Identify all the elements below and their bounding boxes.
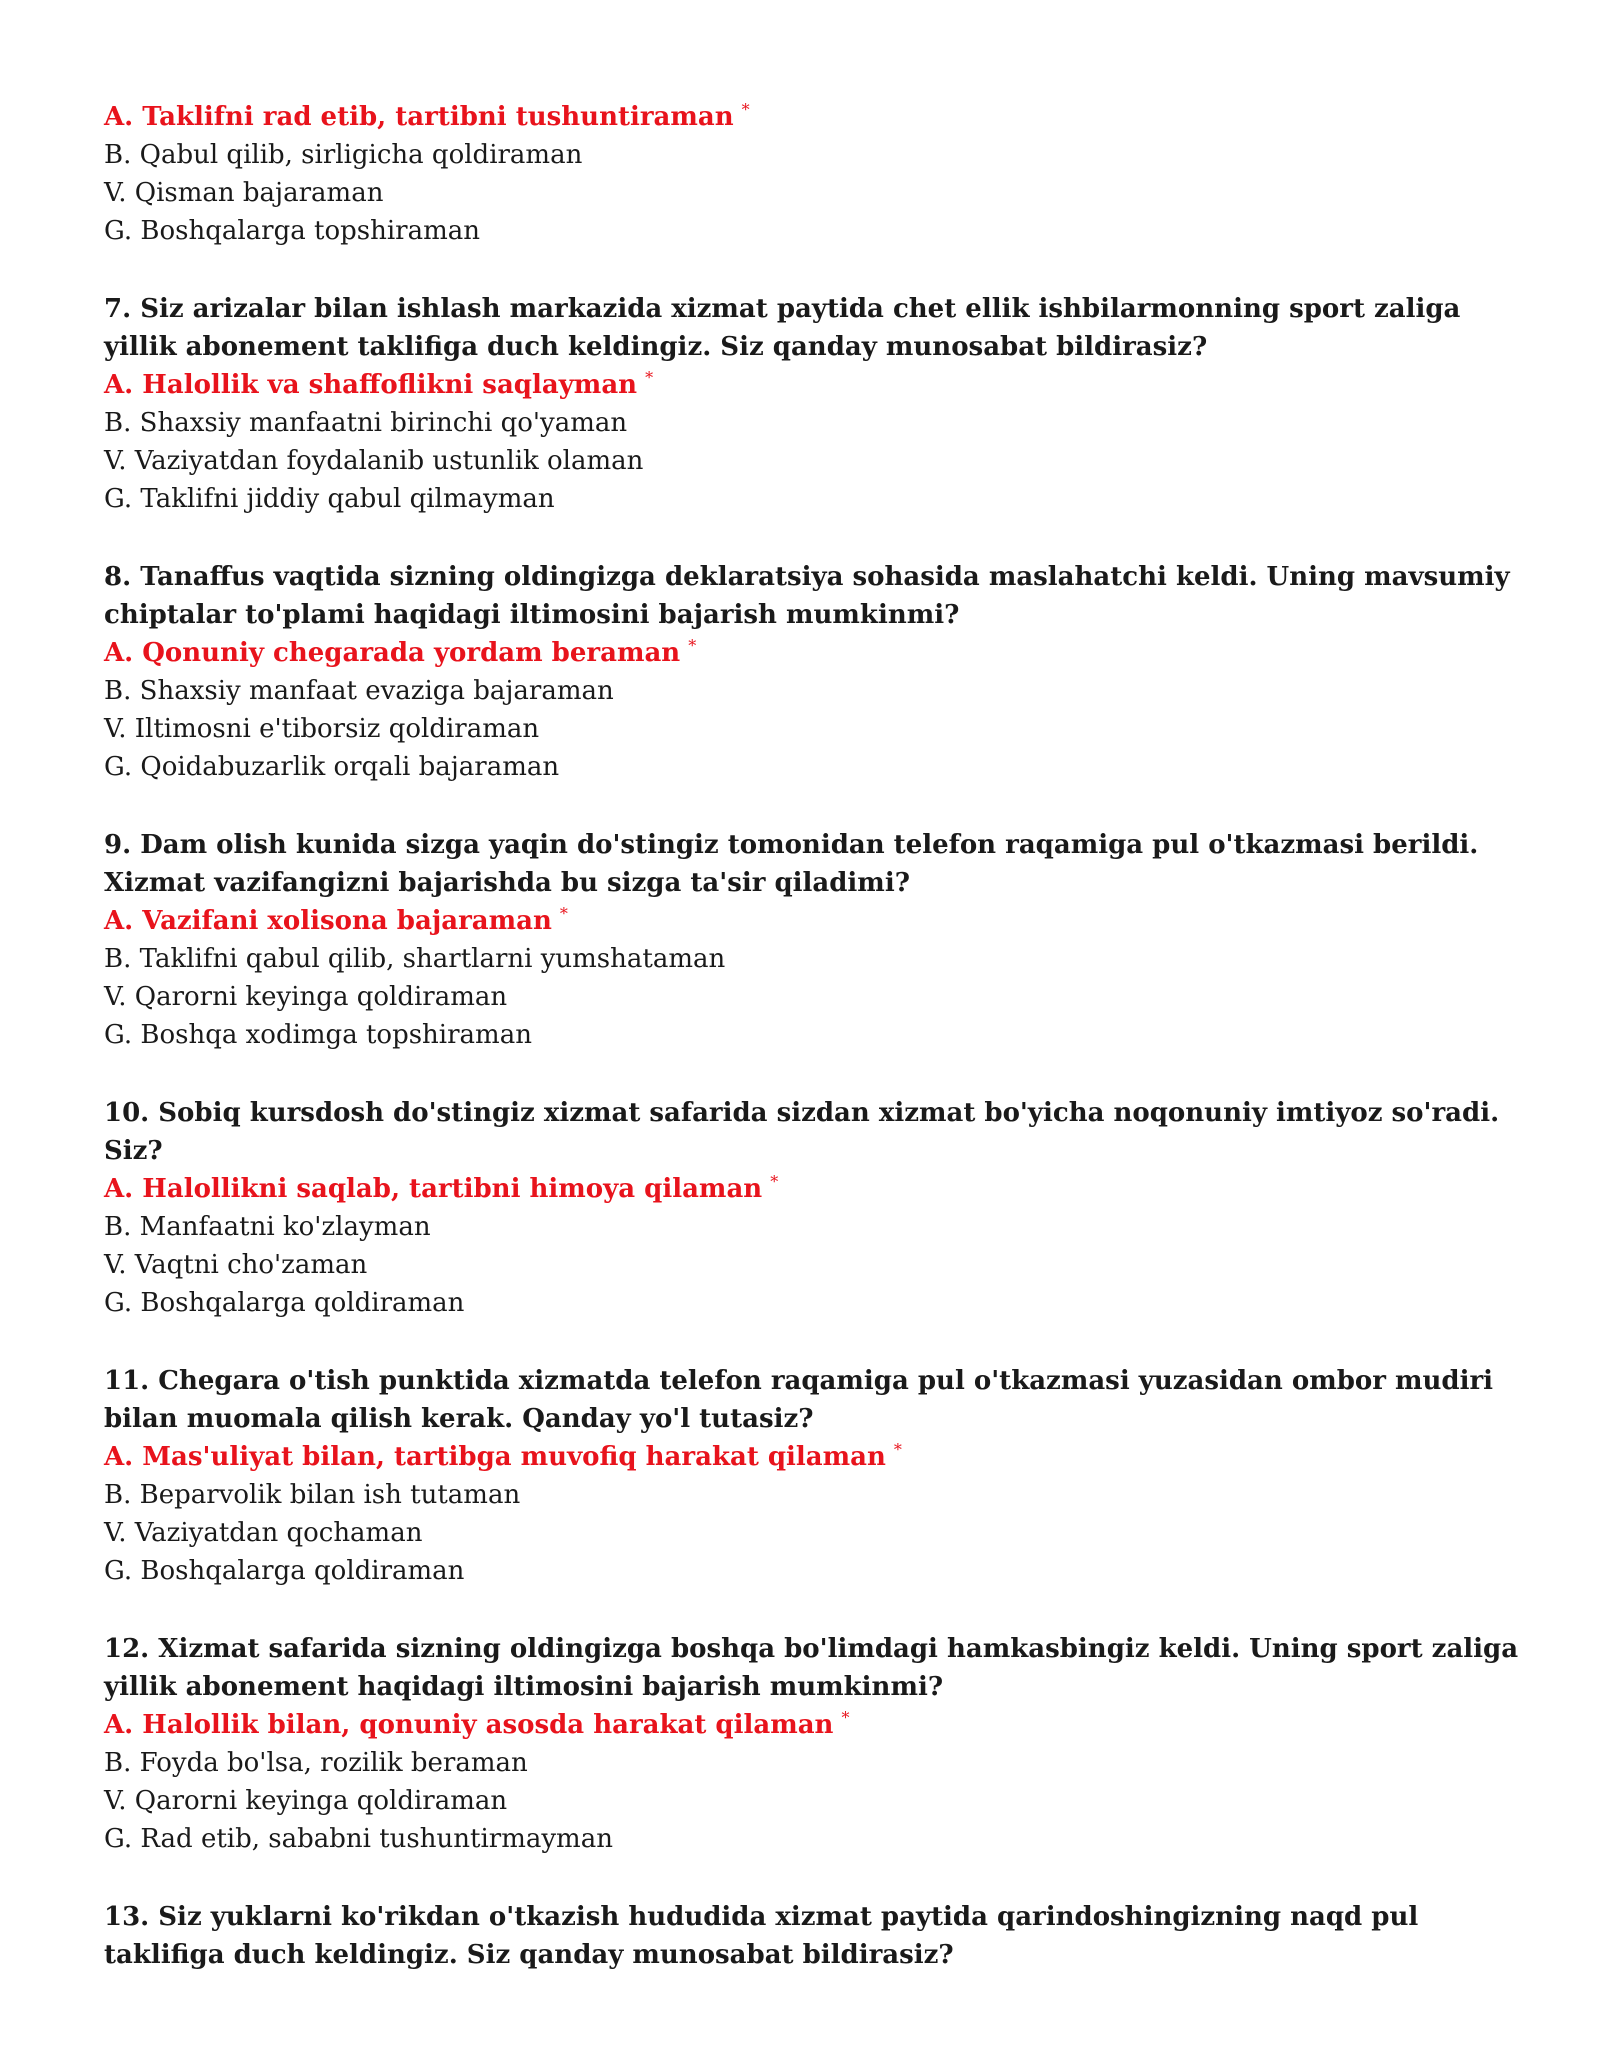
answer-option: V. Qarorni keyinga qoldiraman [104, 982, 508, 1012]
answer-option: B. Manfaatni ko'zlayman [104, 1212, 431, 1242]
correct-marker: * [893, 1440, 902, 1460]
correct-marker: * [645, 368, 654, 388]
correct-answer: A. Halollikni saqlab, tartibni himoya qilaman * [104, 1172, 779, 1204]
answer-option: G. Taklifni jiddiy qabul qilmayman [104, 484, 555, 514]
question-block [104, 1630, 1524, 1858]
question-block [104, 826, 1524, 1054]
answer-option: G. Boshqalarga qoldiraman [104, 1288, 465, 1318]
correct-answer: A. Taklifni rad etib, tartibni tushuntiraman * [104, 100, 750, 132]
question-block [104, 558, 1524, 786]
answer-option: V. Qarorni keyinga qoldiraman [104, 1786, 508, 1816]
question-block [104, 98, 1524, 250]
answer-option: B. Beparvolik bilan ish tutaman [104, 1480, 521, 1510]
answer-option: G. Rad etib, sababni tushuntirmayman [104, 1824, 613, 1854]
question-text: 13. Siz yuklarni ko'rikdan o'tkazish hududida xizmat paytida qarindoshingizning naqd pul taklifiga duch keldingiz. Siz qanday munosabat bildirasiz? [104, 1902, 1419, 1970]
correct-answer: A. Qonuniy chegarada yordam beraman * [104, 636, 697, 668]
question-block [104, 1362, 1524, 1590]
answer-option: G. Qoidabuzarlik orqali bajaraman [104, 752, 560, 782]
question-block [104, 1898, 1524, 1974]
answer-option: G. Boshqalarga qoldiraman [104, 1556, 465, 1586]
correct-answer: A. Halollik bilan, qonuniy asosda harakat qilaman * [104, 1708, 850, 1740]
correct-answer: A. Halollik va shaffoflikni saqlayman * [104, 368, 654, 400]
answer-option: G. Boshqa xodimga topshiraman [104, 1020, 532, 1050]
quiz-document [104, 98, 1524, 2014]
question-text: 11. Chegara o'tish punktida xizmatda telefon raqamiga pul o'tkazmasi yuzasidan ombor mudiri bilan muomala qilish kerak. Qanday yo'l tutasiz? [104, 1366, 1494, 1434]
question-text: 9. Dam olish kunida sizga yaqin do'stingiz tomonidan telefon raqamiga pul o'tkazmasi berildi. Xizmat vazifangizni bajarishda bu sizga ta'sir qiladimi? [104, 830, 1479, 898]
answer-option: V. Qisman bajaraman [104, 178, 384, 208]
question-text: 10. Sobiq kursdosh do'stingiz xizmat safarida sizdan xizmat bo'yicha noqonuniy imtiyoz so'radi. Siz? [104, 1098, 1500, 1166]
answer-option: V. Vaziyatdan qochaman [104, 1518, 423, 1548]
question-text: 12. Xizmat safarida sizning oldingizga boshqa bo'limdagi hamkasbingiz keldi. Uning sport zaliga yillik abonement haqidagi iltimosini bajarish mumkinmi? [104, 1634, 1519, 1702]
answer-option: B. Shaxsiy manfaatni birinchi qo'yaman [104, 408, 628, 438]
correct-answer: A. Mas'uliyat bilan, tartibga muvofiq harakat qilaman * [104, 1440, 902, 1472]
answer-option: B. Shaxsiy manfaat evaziga bajaraman [104, 676, 614, 706]
answer-option: V. Iltimosni e'tiborsiz qoldiraman [104, 714, 540, 744]
correct-marker: * [841, 1708, 850, 1728]
answer-option: B. Foyda bo'lsa, rozilik beraman [104, 1748, 528, 1778]
question-block [104, 290, 1524, 518]
question-text: 7. Siz arizalar bilan ishlash markazida xizmat paytida chet ellik ishbilarmonning sport zaliga yillik abonement taklifiga duch keldingiz. Siz qanday munosabat bildirasiz? [104, 294, 1461, 362]
correct-answer: A. Vazifani xolisona bajaraman * [104, 904, 568, 936]
correct-marker: * [688, 636, 697, 656]
question-text: 8. Tanaffus vaqtida sizning oldingizga deklaratsiya sohasida maslahatchi keldi. Uning mavsumiy chiptalar to'plami haqidagi iltimosini bajarish mumkinmi? [104, 562, 1510, 630]
correct-marker: * [770, 1172, 779, 1192]
correct-marker: * [741, 100, 750, 120]
answer-option: V. Vaziyatdan foydalanib ustunlik olaman [104, 446, 644, 476]
answer-option: V. Vaqtni cho'zaman [104, 1250, 368, 1280]
correct-marker: * [559, 904, 568, 924]
answer-option: B. Taklifni qabul qilib, shartlarni yumshataman [104, 944, 726, 974]
question-block [104, 1094, 1524, 1322]
answer-option: G. Boshqalarga topshiraman [104, 216, 480, 246]
answer-option: B. Qabul qilib, sirligicha qoldiraman [104, 140, 583, 170]
